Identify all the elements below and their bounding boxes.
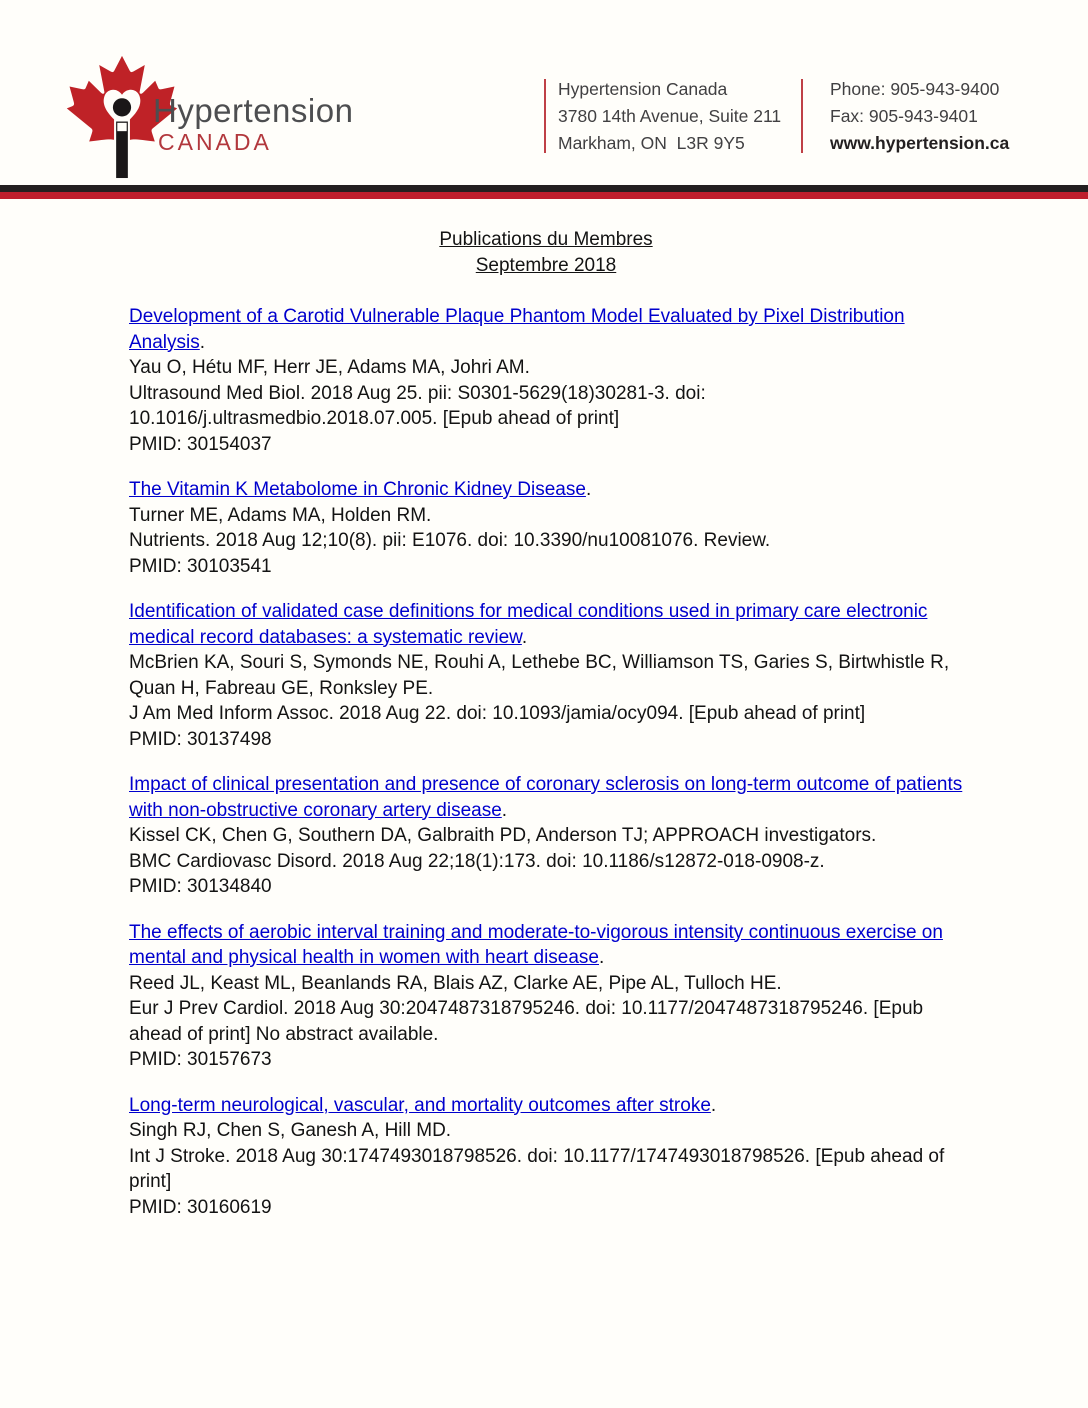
website-text: www.hypertension.ca (830, 133, 1010, 153)
publication-authors: Reed JL, Keast ML, Beanlands RA, Blais AZ, Clarke AE, Pipe AL, Tulloch HE. (129, 972, 782, 994)
publication-title-link[interactable]: The Vitamin K Metabolome in Chronic Kidney Disease (129, 479, 586, 500)
publication-title-link[interactable]: Long-term neurological, vascular, and mortality outcomes after stroke (129, 1094, 711, 1116)
publication-title (129, 304, 963, 355)
publication-citation: Nutrients. 2018 Aug 12;10(8). pii: E1076. doi: 10.3390/nu10081076. Review. (129, 530, 771, 551)
publication-title-period: . (199, 331, 206, 353)
document-title-line-1: Publications du Membres (439, 229, 653, 250)
publication-authors: Turner ME, Adams MA, Holden RM. (129, 504, 432, 526)
address-line-3: Markham, ON L3R 9Y5 (558, 133, 745, 153)
publication-title-period: . (585, 479, 592, 500)
publication-entry (129, 304, 963, 457)
publication-title (129, 920, 963, 971)
publication-entry (129, 920, 963, 1073)
header-divider-right (801, 79, 803, 153)
publication-citation: J Am Med Inform Assoc. 2018 Aug 22. doi: 10.1093/jamia/ocy094. [Epub ahead of print] (129, 703, 866, 724)
publication-entry (129, 477, 963, 579)
publication-citation: Eur J Prev Cardiol. 2018 Aug 30:2047487318795246. doi: 10.1177/2047487318795246. [Epub ahead of print] No abstract available. (129, 998, 924, 1045)
publication-citation: Int J Stroke. 2018 Aug 30:1747493018798526. doi: 10.1177/1747493018798526. [Epub ahead of print] (129, 1145, 945, 1192)
publications-list (129, 304, 963, 1220)
publication-title-link[interactable]: Identification of validated case definitions for medical conditions used in primary care electronic medical record databases: a systematic review (129, 601, 928, 648)
publication-pmid: PMID: 30160619 (129, 1196, 272, 1218)
document-title-line-2: Septembre 2018 (475, 254, 617, 276)
publication-citation: Ultrasound Med Biol. 2018 Aug 25. pii: S0301-5629(18)30281-3. doi: 10.1016/j.ultrasmedbio.2018.07.005. [Epub ahead of print] (129, 382, 706, 429)
publication-entry (129, 599, 963, 752)
publication-entry (129, 1093, 963, 1221)
publication-title-period: . (710, 1094, 717, 1116)
address-line-2: 3780 14th Avenue, Suite 211 (558, 106, 782, 126)
publication-pmid: PMID: 30157673 (129, 1049, 272, 1070)
phone-line: Phone: 905-943-9400 (830, 79, 1000, 99)
publication-pmid: PMID: 30137498 (129, 728, 272, 750)
publication-pmid: PMID: 30134840 (129, 876, 272, 897)
address-block (558, 76, 781, 157)
publication-title-link[interactable]: The effects of aerobic interval training and moderate-to-vigorous intensity continuous exercise on mental and physical health in women with heart disease (129, 921, 943, 968)
publication-entry (129, 772, 963, 900)
publication-authors: Yau O, Hétu MF, Herr JE, Adams MA, Johri AM. (129, 357, 530, 378)
publication-authors: Singh RJ, Chen S, Ganesh A, Hill MD. (129, 1120, 452, 1141)
brand-country: CANADA (158, 129, 272, 155)
publication-pmid: PMID: 30103541 (129, 555, 272, 577)
contact-block (830, 76, 1009, 157)
publication-title (129, 772, 963, 823)
address-line-1: Hypertension Canada (558, 79, 728, 99)
publication-pmid: PMID: 30154037 (129, 433, 272, 455)
document-content (129, 199, 963, 1240)
publication-title-link[interactable]: Development of a Carotid Vulnerable Plaque Phantom Model Evaluated by Pixel Distribution Analysis (129, 306, 905, 353)
separator-bar-dark (0, 185, 1088, 192)
publication-title (129, 599, 963, 650)
header-divider-left (544, 79, 546, 153)
brand-name: Hypertension (153, 92, 354, 129)
publication-citation: BMC Cardiovasc Disord. 2018 Aug 22;18(1):173. doi: 10.1186/s12872-018-0908-z. (129, 850, 825, 872)
document-title (129, 227, 963, 278)
publication-title-period: . (599, 947, 605, 968)
separator-bar-red (0, 192, 1088, 199)
publication-authors: McBrien KA, Souri S, Symonds NE, Rouhi A, Lethebe BC, Williamson TS, Garies S, Birtwhistle R, Quan H, Fabreau GE, Ronksley PE. (129, 652, 950, 699)
publication-title (129, 477, 963, 503)
publication-title-period: . (521, 626, 528, 648)
publication-title (129, 1093, 963, 1119)
publication-title-link[interactable]: Impact of clinical presentation and presence of coronary sclerosis on long-term outcome of patients with non-obstructive coronary artery disease (129, 774, 963, 821)
publication-authors: Kissel CK, Chen G, Southern DA, Galbraith PD, Anderson TJ; APPROACH investigators. (129, 825, 877, 846)
fax-line: Fax: 905-943-9401 (830, 106, 978, 126)
publication-title-period: . (501, 799, 508, 821)
